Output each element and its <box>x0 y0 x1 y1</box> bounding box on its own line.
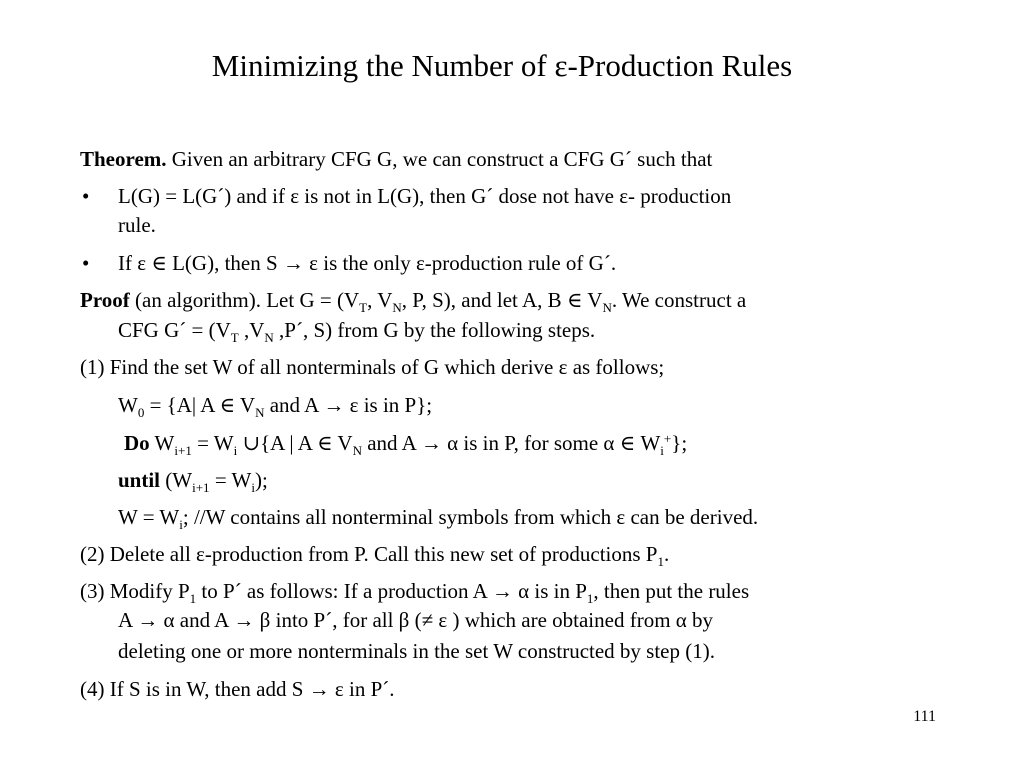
theorem-label: Theorem. <box>80 147 167 171</box>
step-1-intro: (1) Find the set W of all nonterminals of G which derive ε as follows; <box>80 355 665 379</box>
step-1-w0: $W_0 = \{A|$ A ∈ $V_N$ and A → ε is in P}; <box>118 393 433 420</box>
until-keyword: until <box>118 468 161 492</box>
step-1-do: Do $W_{i+1} = W_i$ ∪{A | A ∈ $V_N$ and A → α is in P, for some α ∈ $W_i^+$}; <box>124 431 688 458</box>
proof-line-2: CFG G´ = ($V_T$ $,V_N$ ,P´, S) from G by the following steps. <box>118 318 596 345</box>
theorem-bullet-1: L(G) = L(G´) and if ε is not in L(G), then G´ dose not have ε- production <box>118 184 732 208</box>
step-3-line-2: A → α and A → β into P´, for all β (≠ ε ) which are obtained from α by <box>118 608 714 632</box>
theorem-bullet-1-cont: rule. <box>118 213 156 237</box>
bullet-icon: • <box>82 251 90 275</box>
theorem-line <box>80 144 712 174</box>
step-4: (4) If S is in W, then add S → ε in P´. <box>80 677 395 701</box>
step-1-until: until $(W_{i+1} = W_i)$; <box>118 468 268 495</box>
step-3-line-3: deleting one or more nonterminals in the set W constructed by step (1). <box>118 639 715 663</box>
theorem-text: Given an arbitrary CFG G, we can construct a CFG G´ such that <box>166 147 713 171</box>
step-3-line-1: (3) Modify $P_1$ to P´ as follows: If a production A → α is in $P_1$, then put the rules <box>80 579 750 606</box>
bullet-icon: • <box>82 184 90 208</box>
proof-line-1: Proof (an algorithm). Let $G = (V_T$, $V_N$, P, S), and let A, B ∈ $V_N$. We construct a <box>80 288 747 315</box>
step-1-w: $W = W_i$; //W contains all nonterminal symbols from which ε can be derived. <box>118 505 759 532</box>
do-keyword: Do <box>124 431 150 455</box>
page-number: 111 <box>913 708 936 725</box>
proof-label: Proof <box>80 288 130 312</box>
step-2: (2) Delete all ε-production from P. Call this new set of productions $P_1$. <box>80 542 670 569</box>
theorem-bullet-2: If ε ∈ L(G), then S → ε is the only ε-production rule of G´. <box>118 251 617 275</box>
slide-title: Minimizing the Number of ε-Production Rules <box>211 48 793 83</box>
